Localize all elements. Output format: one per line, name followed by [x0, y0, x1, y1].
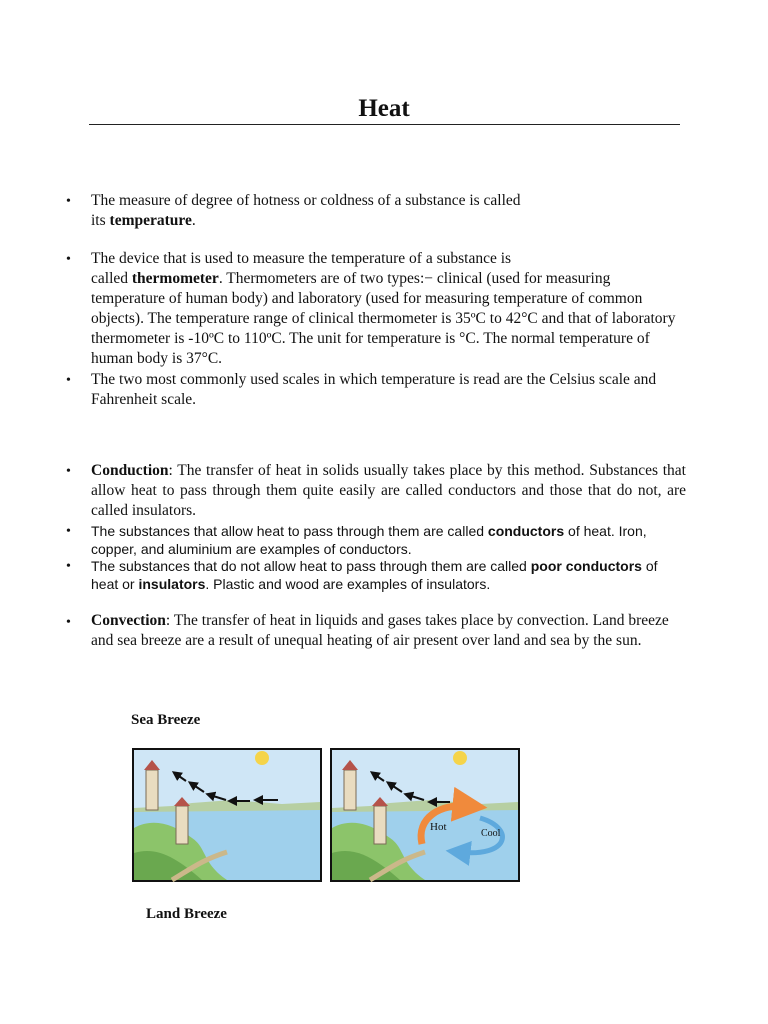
page-title: Heat — [358, 95, 410, 122]
bullet-1-line2: its temperature. — [91, 212, 196, 229]
sun-icon-right — [453, 751, 467, 765]
bullet-7-marker: • — [66, 615, 71, 630]
bullet-2-marker: • — [66, 252, 71, 267]
breeze-figure — [132, 748, 522, 883]
bullet-2-text: The device that is used to measure the temperature of a substance is called thermometer. Thermometers are of two types:− clinical (used for measuring temperature of human body) and laboratory (used for measuring temperature of common objects). The temperature range of clinical thermometer is 35ºC to 42°C and that of laboratory thermometer is -10ºC to 110ºC. The unit for temperature is °C. The normal temperature of human body is 37°C. — [91, 250, 676, 367]
bullet-5-marker: • — [66, 524, 71, 539]
bullet-4-marker: • — [66, 464, 71, 479]
bullet-1-text — [91, 191, 691, 231]
title-underline — [89, 124, 680, 125]
bullet-7-text: Convection: The transfer of heat in liquids and gases takes place by convection. Land breeze and sea breeze are a result of unequal heating of air present over land and sea by the sun. — [91, 612, 669, 649]
term-insulators: insulators — [138, 576, 206, 592]
term-poor-conductors: poor conductors — [530, 558, 642, 574]
term-conduction: Conduction — [91, 462, 169, 479]
sun-icon — [255, 751, 269, 765]
bullet-5-text: The substances that allow heat to pass through them are called conductors of heat. Iron, copper, and aluminium are examples of conductors. — [91, 523, 647, 557]
term-conductors: conductors — [487, 523, 565, 539]
caption-land-breeze: Land Breeze — [146, 906, 227, 922]
bullet-1-line1: The measure of degree of hotness or coldness of a substance is called — [91, 192, 521, 209]
term-thermometer: thermometer — [131, 270, 219, 287]
panel-right — [331, 749, 519, 881]
cool-label: Cool — [481, 828, 501, 839]
bullet-3-marker: • — [66, 373, 71, 388]
bullet-6-marker: • — [66, 559, 71, 574]
term-temperature: temperature — [109, 212, 192, 229]
caption-sea-breeze: Sea Breeze — [131, 712, 201, 728]
bullet-6-text: The substances that do not allow heat to pass through them are called poor conductors of heat or insulators. Plastic and wood are examples of insulators. — [91, 558, 658, 592]
bullet-1-marker: • — [66, 194, 71, 209]
bullet-3-text: The two most commonly used scales in which temperature is read are the Celsius scale and Fahrenheit scale. — [91, 371, 657, 408]
bullet-4-text: Conduction: The transfer of heat in solids usually takes place by this method. Substances that allow heat to pass through them quite easily are called conductors and those that do not, are called insulators. — [91, 462, 686, 519]
term-convection: Convection — [91, 612, 166, 629]
panel-left — [133, 749, 321, 881]
hot-label: Hot — [430, 821, 447, 833]
